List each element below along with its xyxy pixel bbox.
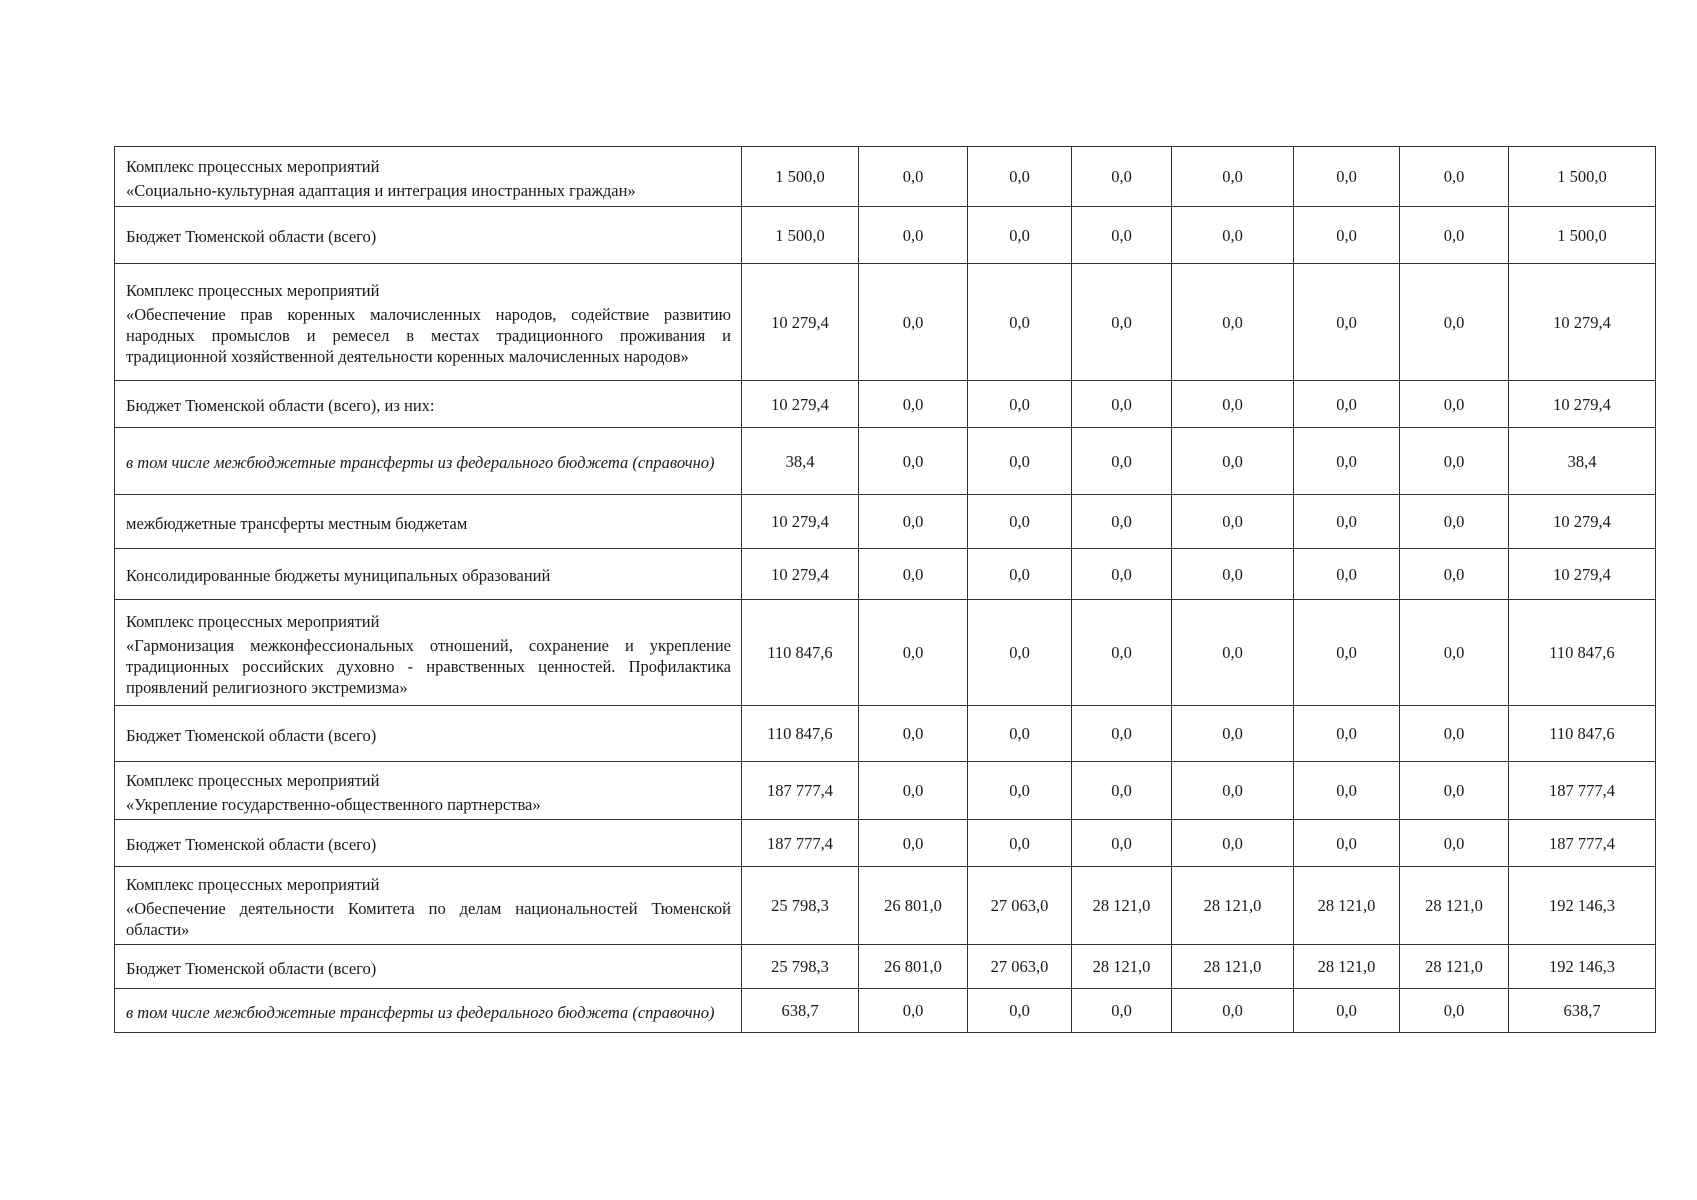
table-row xyxy=(115,820,1656,867)
value-cell: 0,0 xyxy=(1294,762,1400,820)
table-row xyxy=(115,549,1656,600)
table-row xyxy=(115,600,1656,706)
table-row xyxy=(115,989,1656,1033)
value-cell: 192 146,3 xyxy=(1509,867,1656,945)
row-description xyxy=(115,264,742,381)
value-cell: 0,0 xyxy=(1400,264,1509,381)
value-cell: 28 121,0 xyxy=(1400,867,1509,945)
row-description xyxy=(115,706,742,762)
value-cell: 110 847,6 xyxy=(742,706,859,762)
row-description xyxy=(115,989,742,1033)
row-description xyxy=(115,147,742,207)
value-cell: 1 500,0 xyxy=(1509,207,1656,264)
value-cell: 0,0 xyxy=(1294,820,1400,867)
value-cell: 187 777,4 xyxy=(1509,762,1656,820)
value-cell: 0,0 xyxy=(1400,428,1509,495)
row-text: «Обеспечение деятельности Комитета по делам национальностей Тюменской области» xyxy=(126,899,731,939)
table-body xyxy=(115,147,1656,1033)
value-cell: 0,0 xyxy=(1072,989,1172,1033)
value-cell: 1 500,0 xyxy=(742,147,859,207)
value-cell: 0,0 xyxy=(1294,706,1400,762)
value-cell: 10 279,4 xyxy=(742,495,859,549)
value-cell: 0,0 xyxy=(1400,381,1509,428)
value-cell: 0,0 xyxy=(1072,706,1172,762)
value-cell: 0,0 xyxy=(1172,428,1294,495)
value-cell: 0,0 xyxy=(859,264,968,381)
row-text: «Социально-культурная адаптация и интеграция иностранных граждан» xyxy=(126,180,636,200)
value-cell: 187 777,4 xyxy=(742,762,859,820)
value-cell: 0,0 xyxy=(1400,147,1509,207)
value-cell: 0,0 xyxy=(859,147,968,207)
value-cell: 0,0 xyxy=(1294,495,1400,549)
value-cell: 0,0 xyxy=(1072,600,1172,706)
value-cell: 110 847,6 xyxy=(742,600,859,706)
row-text: межбюджетные трансферты местным бюджетам xyxy=(126,513,468,533)
value-cell: 0,0 xyxy=(968,495,1072,549)
value-cell: 27 063,0 xyxy=(968,867,1072,945)
table-row xyxy=(115,762,1656,820)
value-cell: 0,0 xyxy=(968,264,1072,381)
row-title: Комплекс процессных мероприятий xyxy=(126,875,380,894)
value-cell: 0,0 xyxy=(1172,381,1294,428)
value-cell: 0,0 xyxy=(859,762,968,820)
row-description xyxy=(115,381,742,428)
value-cell: 0,0 xyxy=(1400,600,1509,706)
row-description xyxy=(115,549,742,600)
table-row xyxy=(115,495,1656,549)
value-cell: 10 279,4 xyxy=(1509,381,1656,428)
value-cell: 10 279,4 xyxy=(1509,549,1656,600)
value-cell: 0,0 xyxy=(1172,706,1294,762)
value-cell: 0,0 xyxy=(1172,989,1294,1033)
value-cell: 0,0 xyxy=(1294,147,1400,207)
value-cell: 0,0 xyxy=(1072,549,1172,600)
value-cell: 0,0 xyxy=(1400,762,1509,820)
value-cell: 0,0 xyxy=(968,706,1072,762)
value-cell: 0,0 xyxy=(859,207,968,264)
value-cell: 0,0 xyxy=(859,428,968,495)
value-cell: 638,7 xyxy=(1509,989,1656,1033)
value-cell: 28 121,0 xyxy=(1172,867,1294,945)
value-cell: 0,0 xyxy=(1294,381,1400,428)
value-cell: 28 121,0 xyxy=(1172,945,1294,989)
value-cell: 0,0 xyxy=(1172,762,1294,820)
table-row xyxy=(115,867,1656,945)
value-cell: 0,0 xyxy=(1172,820,1294,867)
row-text: Консолидированные бюджеты муниципальных образований xyxy=(126,566,551,585)
value-cell: 25 798,3 xyxy=(742,945,859,989)
row-text: «Обеспечение прав коренных малочисленных народов, содействие развитию народных промыслов и ремесел в местах традиционного проживания и традиционной хозяйственной деятельности коренных малочисленных народов» xyxy=(126,305,731,366)
value-cell: 0,0 xyxy=(1400,820,1509,867)
value-cell: 28 121,0 xyxy=(1400,945,1509,989)
budget-table xyxy=(114,146,1656,1033)
value-cell: 0,0 xyxy=(968,989,1072,1033)
value-cell: 0,0 xyxy=(1400,706,1509,762)
value-cell: 192 146,3 xyxy=(1509,945,1656,989)
value-cell: 0,0 xyxy=(1294,989,1400,1033)
value-cell: 0,0 xyxy=(1072,381,1172,428)
value-cell: 0,0 xyxy=(968,762,1072,820)
value-cell: 26 801,0 xyxy=(859,867,968,945)
value-cell: 110 847,6 xyxy=(1509,706,1656,762)
value-cell: 38,4 xyxy=(742,428,859,495)
value-cell: 0,0 xyxy=(1294,428,1400,495)
table-row xyxy=(115,945,1656,989)
value-cell: 10 279,4 xyxy=(742,549,859,600)
value-cell: 0,0 xyxy=(1400,549,1509,600)
value-cell: 0,0 xyxy=(968,147,1072,207)
value-cell: 0,0 xyxy=(1072,147,1172,207)
value-cell: 28 121,0 xyxy=(1072,945,1172,989)
row-description xyxy=(115,820,742,867)
value-cell: 0,0 xyxy=(1072,207,1172,264)
row-text: Бюджет Тюменской области (всего) xyxy=(126,958,377,978)
value-cell: 1 500,0 xyxy=(742,207,859,264)
row-title: Комплекс процессных мероприятий xyxy=(126,611,380,631)
value-cell: 10 279,4 xyxy=(1509,495,1656,549)
value-cell: 10 279,4 xyxy=(1509,264,1656,381)
row-description xyxy=(115,762,742,820)
value-cell: 26 801,0 xyxy=(859,945,968,989)
table-row xyxy=(115,207,1656,264)
value-cell: 0,0 xyxy=(1172,549,1294,600)
value-cell: 28 121,0 xyxy=(1294,945,1400,989)
value-cell: 10 279,4 xyxy=(742,381,859,428)
row-text: Бюджет Тюменской области (всего) xyxy=(126,835,377,854)
value-cell: 0,0 xyxy=(1400,495,1509,549)
value-cell: 0,0 xyxy=(1172,495,1294,549)
table-row xyxy=(115,706,1656,762)
value-cell: 0,0 xyxy=(1400,989,1509,1033)
value-cell: 0,0 xyxy=(1294,600,1400,706)
value-cell: 187 777,4 xyxy=(1509,820,1656,867)
table-row xyxy=(115,381,1656,428)
table-row xyxy=(115,264,1656,381)
value-cell: 0,0 xyxy=(859,381,968,428)
row-text: Бюджет Тюменской области (всего) xyxy=(126,725,377,745)
value-cell: 0,0 xyxy=(1172,600,1294,706)
value-cell: 10 279,4 xyxy=(742,264,859,381)
value-cell: 1 500,0 xyxy=(1509,147,1656,207)
value-cell: 0,0 xyxy=(859,600,968,706)
value-cell: 0,0 xyxy=(968,549,1072,600)
value-cell: 0,0 xyxy=(859,706,968,762)
value-cell: 28 121,0 xyxy=(1072,867,1172,945)
table-row xyxy=(115,147,1656,207)
value-cell: 0,0 xyxy=(968,207,1072,264)
row-text: «Укрепление государственно-общественного партнерства» xyxy=(126,794,541,814)
row-title: Комплекс процессных мероприятий xyxy=(126,281,380,300)
value-cell: 25 798,3 xyxy=(742,867,859,945)
row-description xyxy=(115,207,742,264)
value-cell: 0,0 xyxy=(1072,495,1172,549)
value-cell: 0,0 xyxy=(968,600,1072,706)
value-cell: 187 777,4 xyxy=(742,820,859,867)
value-cell: 0,0 xyxy=(1072,264,1172,381)
row-text: в том числе межбюджетные трансферты из федерального бюджета (справочно) xyxy=(126,453,715,472)
row-description xyxy=(115,428,742,495)
value-cell: 0,0 xyxy=(1072,762,1172,820)
table-row xyxy=(115,428,1656,495)
row-title: Комплекс процессных мероприятий xyxy=(126,156,380,176)
value-cell: 0,0 xyxy=(1072,428,1172,495)
value-cell: 0,0 xyxy=(859,495,968,549)
value-cell: 0,0 xyxy=(1172,207,1294,264)
row-description xyxy=(115,600,742,706)
row-text: «Гармонизация межконфессиональных отношений, сохранение и укрепление традиционных российских духовно - нравственных ценностей. Профилактика проявлений религиозного экстремизма» xyxy=(126,635,731,697)
row-text: Бюджет Тюменской области (всего) xyxy=(126,227,377,246)
value-cell: 0,0 xyxy=(1294,264,1400,381)
row-description xyxy=(115,945,742,989)
value-cell: 0,0 xyxy=(968,381,1072,428)
value-cell: 0,0 xyxy=(1172,147,1294,207)
value-cell: 0,0 xyxy=(859,549,968,600)
value-cell: 0,0 xyxy=(1400,207,1509,264)
row-description xyxy=(115,867,742,945)
row-description xyxy=(115,495,742,549)
value-cell: 0,0 xyxy=(1172,264,1294,381)
value-cell: 0,0 xyxy=(1072,820,1172,867)
value-cell: 28 121,0 xyxy=(1294,867,1400,945)
row-text: Бюджет Тюменской области (всего), из них: xyxy=(126,396,435,415)
row-text: в том числе межбюджетные трансферты из федерального бюджета (справочно) xyxy=(126,1002,715,1022)
value-cell: 0,0 xyxy=(859,820,968,867)
value-cell: 0,0 xyxy=(968,820,1072,867)
value-cell: 638,7 xyxy=(742,989,859,1033)
value-cell: 0,0 xyxy=(1294,549,1400,600)
value-cell: 38,4 xyxy=(1509,428,1656,495)
value-cell: 27 063,0 xyxy=(968,945,1072,989)
value-cell: 0,0 xyxy=(859,989,968,1033)
row-title: Комплекс процессных мероприятий xyxy=(126,770,380,790)
value-cell: 110 847,6 xyxy=(1509,600,1656,706)
value-cell: 0,0 xyxy=(968,428,1072,495)
value-cell: 0,0 xyxy=(1294,207,1400,264)
